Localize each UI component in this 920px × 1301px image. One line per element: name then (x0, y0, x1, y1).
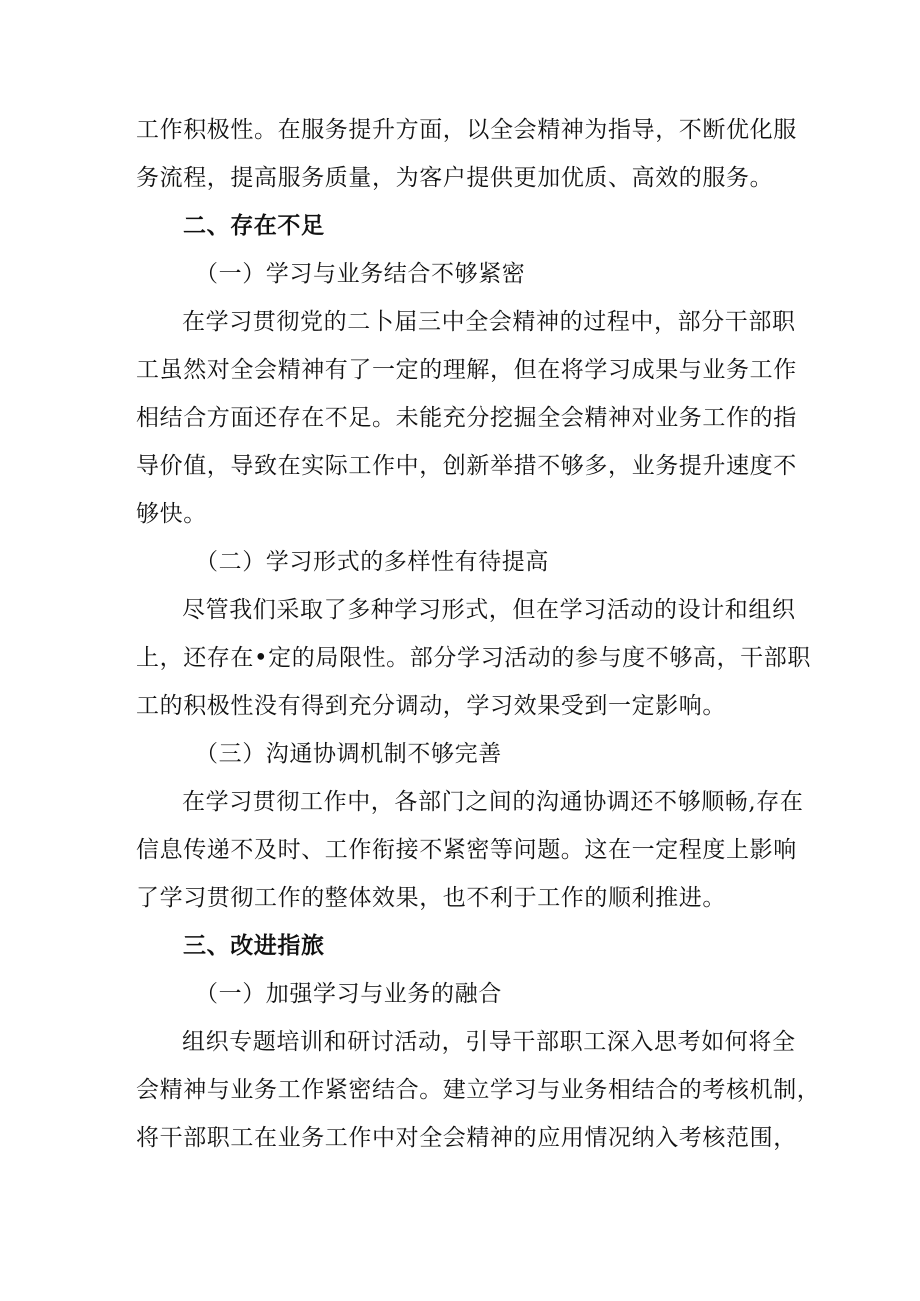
text-line: 在学习贯彻工作中，各部门之间的沟通协调还不够顺畅,存在 (182, 789, 804, 815)
text-line: 工作积极性。在服务提升方面，以全会精神为指导，不断优化服 (136, 117, 797, 143)
text-line: 导价值，导致在实际工作中，创新举措不够多，业务提升速度不 (136, 453, 797, 479)
text-line: 相结合方面还存在不足。未能充分挖掘全会精神对业务工作的指 (136, 405, 797, 431)
section-heading: 二、存在不足 (183, 212, 325, 239)
text-line: 上，还存在•定的局限性。部分学习活动的参与度不够高，干部职 (136, 645, 811, 671)
text-line: 了学习贯彻工作的整体效果，也不利于工作的顺利推进。 (136, 885, 726, 911)
subsection-heading: （一）学习与业务结合不够紧密 (195, 261, 526, 287)
subsection-heading: （二）学习形式的多样性有待提高 (195, 549, 549, 575)
text-line: 组织专题培训和研讨活动，引导干部职工深入思考如何将全 (182, 1029, 796, 1055)
text-line: 够快。 (136, 501, 207, 527)
subsection-heading: （一）加强学习与业务的融合 (195, 981, 502, 1007)
text-line: 信息传递不及时、工作衔接不紧密等问题。这在一定程度上影响 (136, 837, 797, 863)
section-heading: 三、改进指旅 (183, 932, 325, 959)
text-line: 在学习贯彻党的二卜届三中全会精神的过程中，部分干部职 (182, 309, 796, 335)
text-line: 务流程，提高服务质量，为客户提供更加优质、高效的服务。 (136, 165, 774, 191)
text-line: 尽管我们采取了多种学习形式，但在学习活动的设计和组织 (182, 597, 796, 623)
text-line: 将干部职工在业务工作中对全会精神的应用情况纳入考核范围， (136, 1125, 797, 1151)
text-line: 会精神与业务工作紧密结合。建立学习与业务相结合的考核机制， (136, 1077, 821, 1103)
subsection-heading: （三）沟通协调机制不够完善 (195, 741, 502, 767)
text-line: 工的积极性没有得到充分调动，学习效果受到一定影响。 (136, 693, 726, 719)
text-line: 工虽然对全会精神有了一定的理解，但在将学习成果与业务工作 (136, 357, 797, 383)
